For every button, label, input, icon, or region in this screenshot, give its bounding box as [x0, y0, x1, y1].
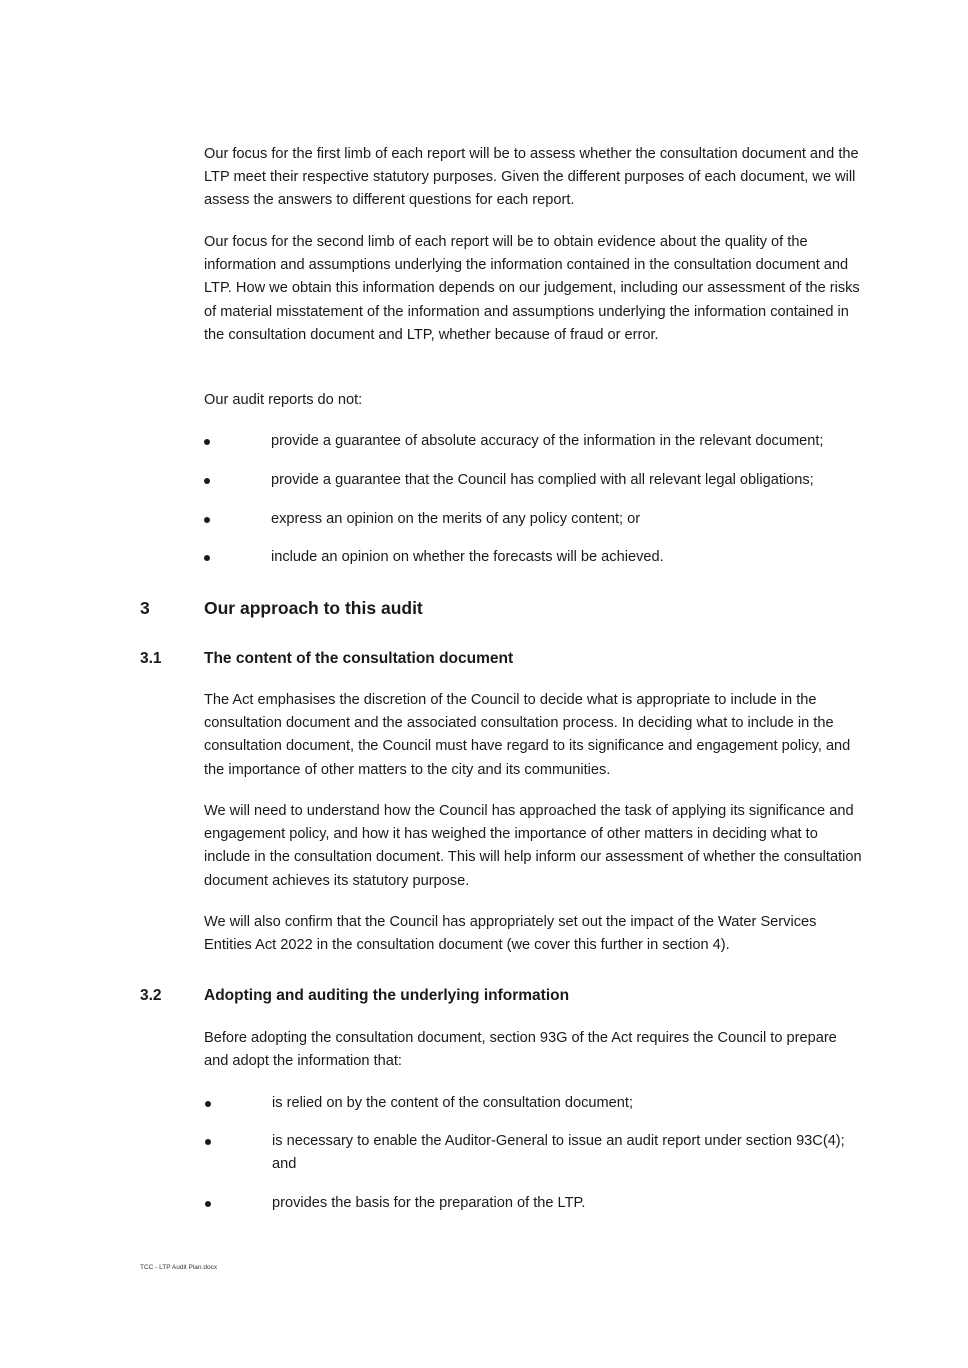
- bullet-icon: [204, 478, 210, 484]
- section-3-1-title: The content of the consultation document: [204, 650, 514, 667]
- list-item: [205, 1092, 885, 1116]
- list-item: [205, 1192, 885, 1216]
- section-3-2-title: Adopting and auditing the underlying information: [204, 987, 570, 1004]
- bullet-icon: [205, 1201, 211, 1207]
- bullet-icon: [204, 517, 210, 523]
- paragraph-first-limb: Our focus for the first limb of each report will be to assess whether the consultation document and the LTP meet their respective statutory purposes. Given the different purposes of each document, we will assess the answers to different questions for each report.: [204, 146, 859, 209]
- section-3-title: Our approach to this audit: [204, 598, 423, 618]
- paragraph-second-limb: Our focus for the second limb of each report will be to obtain evidence about the quality of the information and assumptions underlying the information contained in the consultation document and LTP. How we obtain this information depends on our judgement, including our assessment of the risks of material misstatement of the information and assumptions underlying the information contained in the consultation document and LTP, whether because of fraud or error.: [204, 234, 860, 343]
- list-item-text: is necessary to enable the Auditor-General to issue an audit report under section 93C(4); and: [272, 1133, 845, 1173]
- section-3-number: 3: [140, 598, 150, 618]
- list-item: [205, 1130, 885, 1178]
- list-item-text: include an opinion on whether the forecasts will be achieved.: [271, 549, 664, 565]
- list-item: [204, 546, 884, 570]
- list-item: [204, 508, 884, 532]
- bullet-icon: [204, 439, 210, 445]
- bullet-icon: [205, 1101, 211, 1107]
- list-item-text: express an opinion on the merits of any policy content; or: [271, 511, 641, 527]
- section-3-2-number: 3.2: [140, 987, 162, 1004]
- paragraph-significance-policy: We will need to understand how the Council has approached the task of applying its significance and engagement policy, and how it has weighed the importance of other matters in deciding what to include in the consultation document. This will help inform our assessment of whether the consultation document achieves its statutory purpose.: [204, 803, 862, 889]
- list-item: [204, 469, 884, 493]
- paragraph-water-services: We will also confirm that the Council has appropriately set out the impact of the Water Services Entities Act 2022 in the consultation document (we cover this further in section 4).: [204, 914, 817, 954]
- list-item-text: provide a guarantee of absolute accuracy of the information in the relevant document;: [271, 433, 824, 449]
- footer-filename: TCC - LTP Audit Plan.docx: [140, 1264, 218, 1271]
- paragraph-act-discretion: The Act emphasises the discretion of the Council to decide what is appropriate to include in the consultation document and the associated consultation process. In deciding what to include in the consultation document, the Council must have regard to its significance and engagement policy, and the importance of other matters to the city and its communities.: [204, 692, 851, 778]
- paragraph-reports-do-not: Our audit reports do not:: [204, 392, 363, 408]
- list-item-text: is relied on by the content of the consultation document;: [272, 1095, 634, 1111]
- section-3-1-number: 3.1: [140, 650, 162, 667]
- list-item: [204, 430, 884, 454]
- list-item-text: provides the basis for the preparation of the LTP.: [272, 1195, 586, 1211]
- paragraph-section-93g: Before adopting the consultation document, section 93G of the Act requires the Council to prepare and adopt the information that:: [204, 1030, 837, 1070]
- bullet-icon: [205, 1139, 211, 1145]
- list-item-text: provide a guarantee that the Council has complied with all relevant legal obligations;: [271, 472, 814, 488]
- bullet-icon: [204, 555, 210, 561]
